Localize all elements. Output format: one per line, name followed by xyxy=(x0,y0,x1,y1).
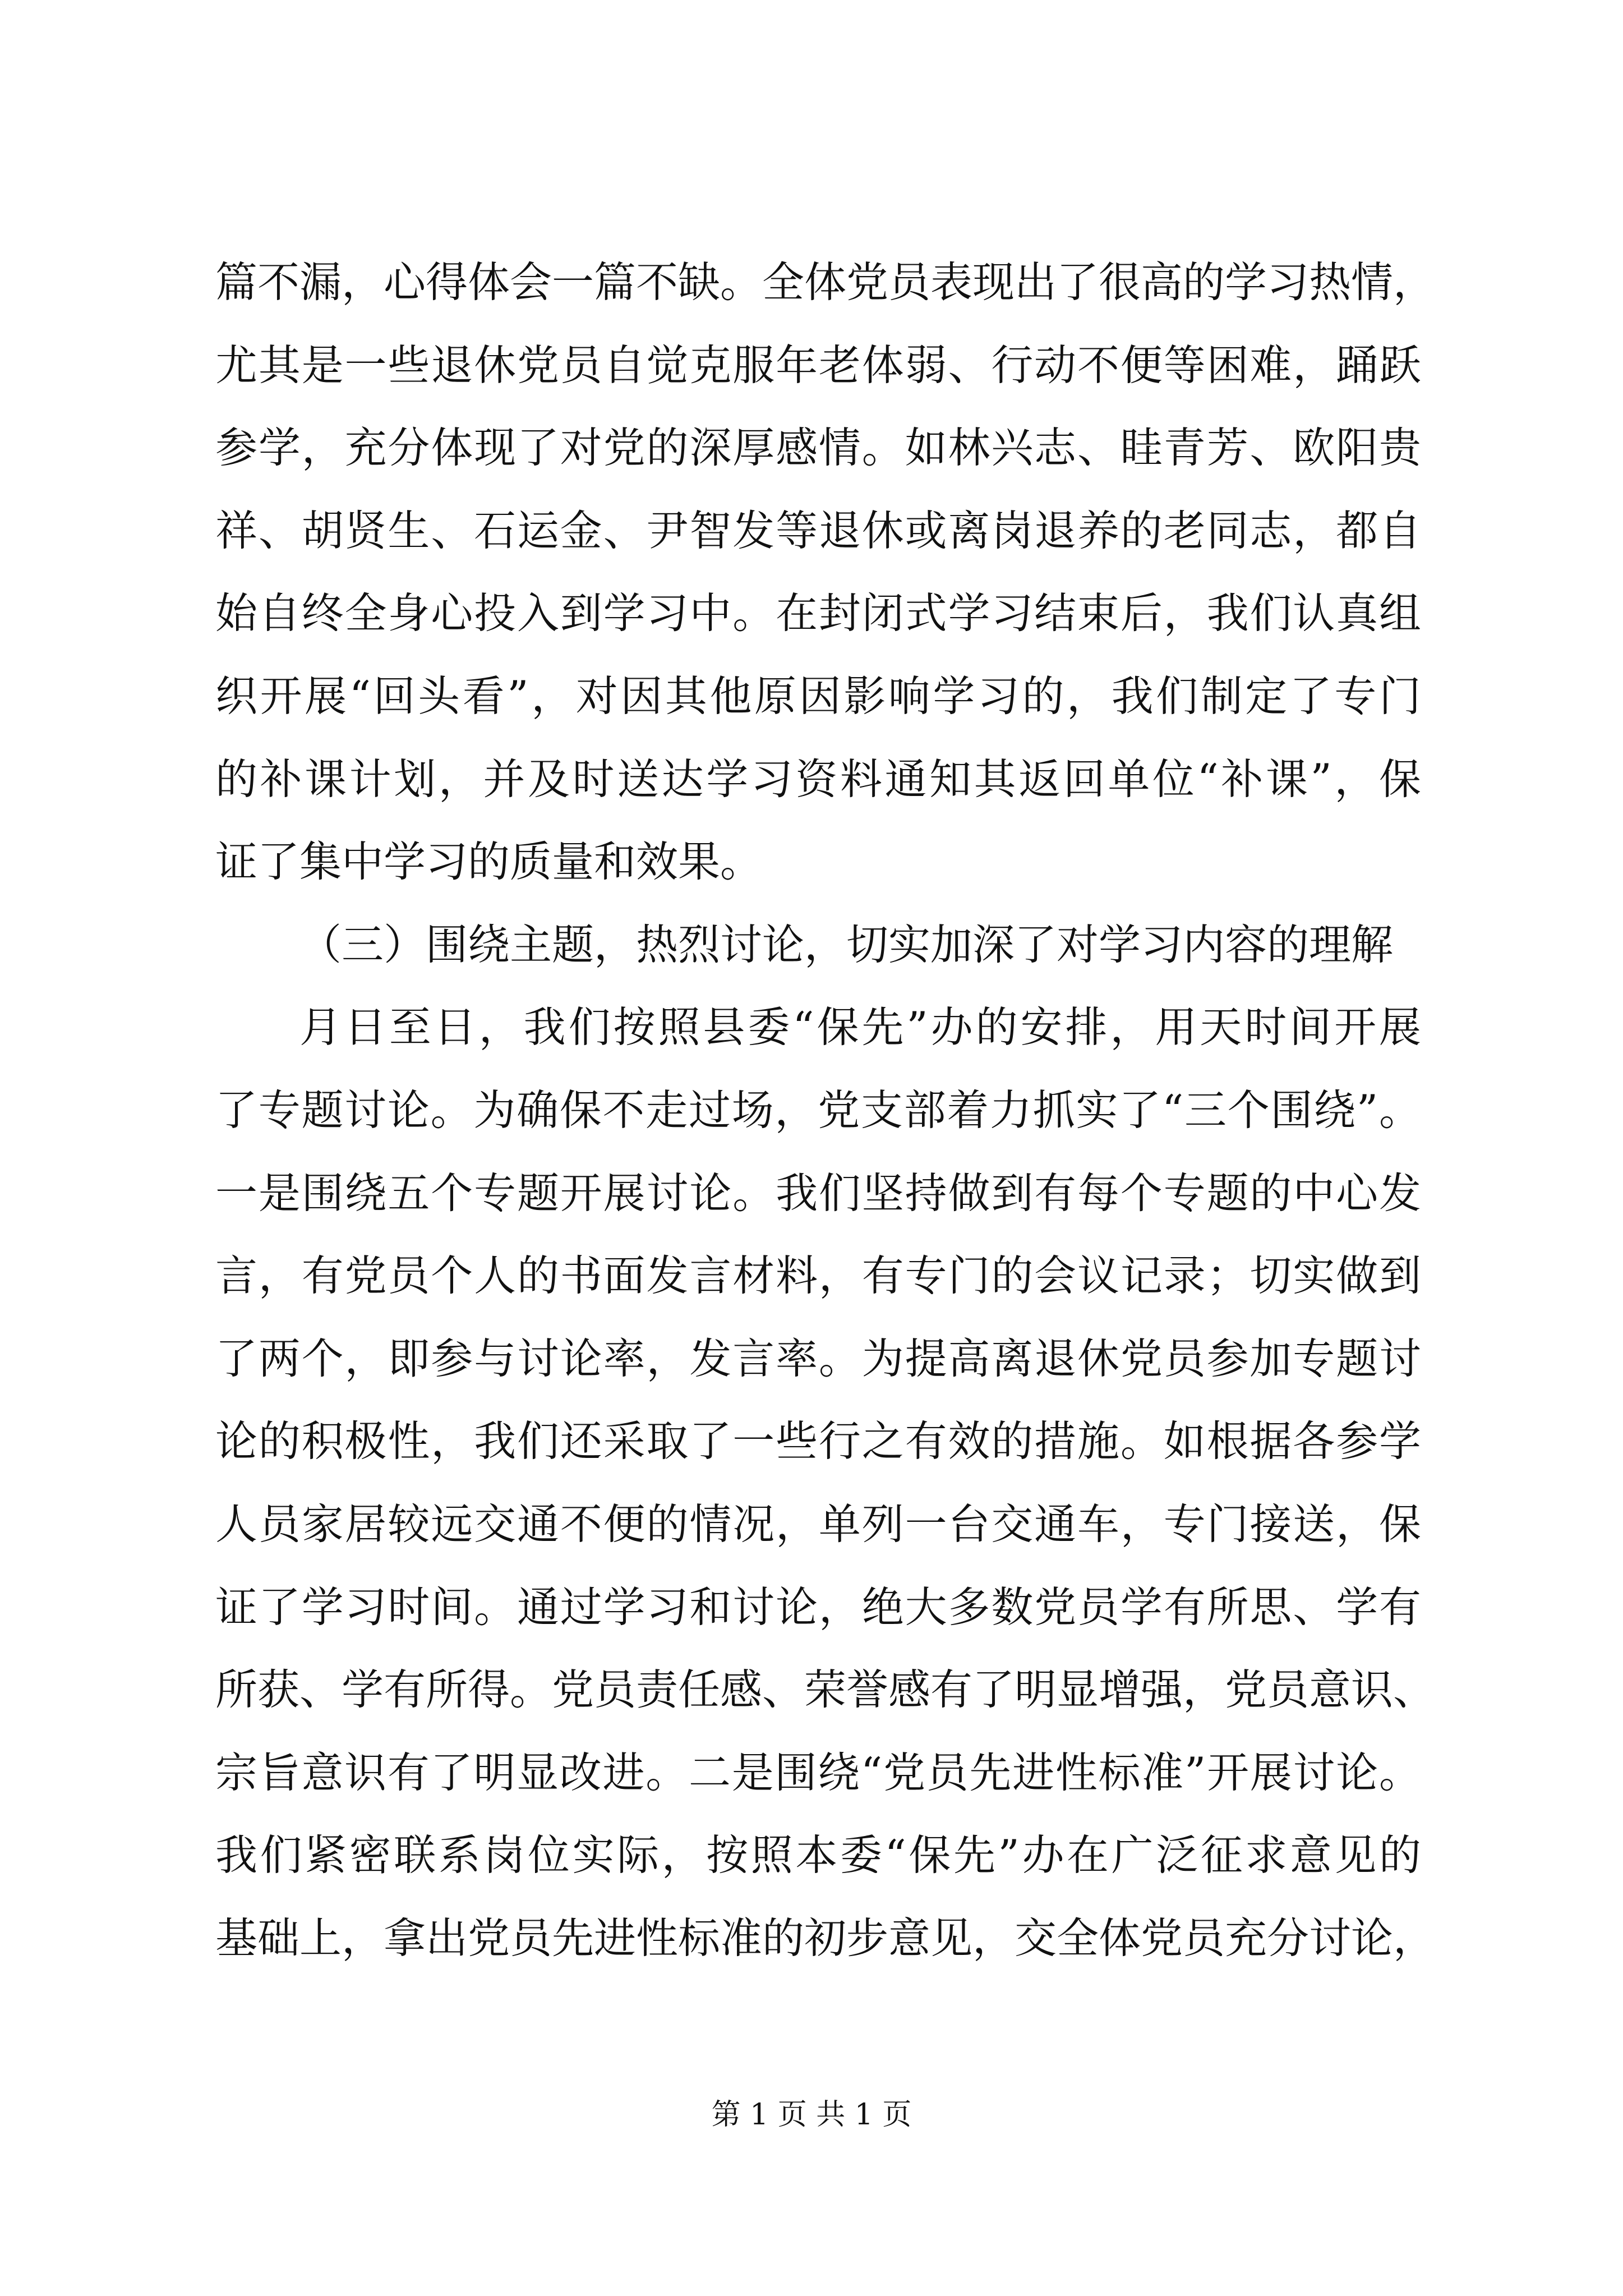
text-line: 人员家居较远交通不便的情况，单列一台交通车，专门接送，保 xyxy=(215,1499,1421,1549)
text-line: 月日至日，我们按照县委“保先”办的安排，用天时间开展 xyxy=(299,1002,1421,1052)
text-line: 的补课计划，并及时送达学习资料通知其返回单位“补课”，保 xyxy=(215,754,1421,804)
text-line: 尤其是一些退休党员自觉克服年老体弱、行动不便等困难，踊跃 xyxy=(215,340,1421,390)
text-line: 祥、胡贤生、石运金、尹智发等退休或离岗退养的老同志，都自 xyxy=(215,505,1421,555)
text-line: 了两个，即参与讨论率，发言率。为提高离退休党员参加专题讨 xyxy=(215,1333,1421,1383)
text-line: 织开展“回头看”，对因其他原因影响学习的，我们制定了专门 xyxy=(215,671,1421,721)
text-line: 始自终全身心投入到学习中。在封闭式学习结束后，我们认真组 xyxy=(215,588,1421,638)
section-heading: （三）围绕主题，热烈讨论，切实加深了对学习内容的理解 xyxy=(299,919,1394,969)
text-line: 言，有党员个人的书面发言材料，有专门的会议记录；切实做到 xyxy=(215,1251,1421,1301)
text-line: 我们紧密联系岗位实际，按照本委“保先”办在广泛征求意见的 xyxy=(215,1830,1421,1880)
text-line: 所获、学有所得。党员责任感、荣誉感有了明显增强，党员意识、 xyxy=(215,1665,1436,1715)
document-body xyxy=(215,241,1436,1980)
text-line: 参学，充分体现了对党的深厚感情。如林兴志、眭青芳、欧阳贵 xyxy=(215,423,1421,473)
text-line: 篇不漏，心得体会一篇不缺。全体党员表现出了很高的学习热情， xyxy=(215,257,1436,307)
text-line: 论的积极性，我们还采取了一些行之有效的措施。如根据各参学 xyxy=(215,1416,1421,1466)
text-line: 基础上，拿出党员先进性标准的初步意见，交全体党员充分讨论， xyxy=(215,1913,1436,1963)
text-line: 了专题讨论。为确保不走过场，党支部着力抓实了“三个围绕”。 xyxy=(215,1085,1421,1135)
text-line: 证了集中学习的质量和效果。 xyxy=(215,837,763,887)
text-line: 一是围绕五个专题开展讨论。我们坚持做到有每个专题的中心发 xyxy=(215,1168,1421,1218)
page-footer: 第 1 页 共 1 页 xyxy=(711,2098,912,2132)
text-line: 宗旨意识有了明显改进。二是围绕“党员先进性标准”开展讨论。 xyxy=(215,1747,1421,1797)
text-line: 证了学习时间。通过学习和讨论，绝大多数党员学有所思、学有 xyxy=(215,1582,1421,1632)
